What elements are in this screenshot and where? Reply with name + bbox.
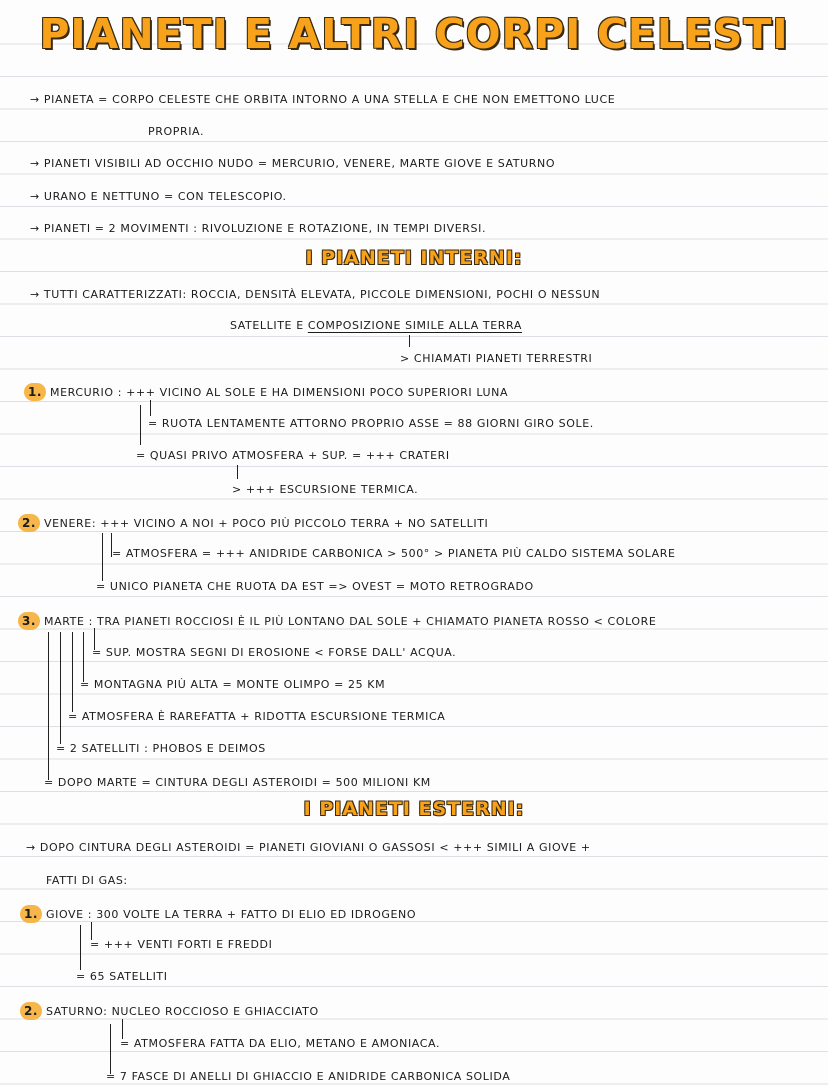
intro-line-1: → PIANETA = CORPO CELESTE CHE ORBITA INTORNO A UNA STELLA E CHE NON EMETTONO LUCE bbox=[30, 93, 616, 106]
marte-sub-5: = DOPO MARTE = CINTURA DEGLI ASTEROIDI = 500 MILIONI KM bbox=[44, 776, 431, 789]
marte-text: MARTE : TRA PIANETI ROCCIOSI È IL PIÙ LONTANO DAL SOLE + CHIAMATO PIANETA ROSSO < COLORE bbox=[44, 615, 657, 628]
interni-line-1: → TUTTI CARATTERIZZATI: ROCCIA, DENSITÀ ELEVATA, PICCOLE DIMENSIONI, POCHI O NESSUN bbox=[30, 288, 601, 301]
number-badge: 1. bbox=[24, 383, 46, 401]
saturno-text: SATURNO: NUCLEO ROCCIOSO E GHIACCIATO bbox=[46, 1005, 319, 1018]
interni-line-2 bbox=[230, 319, 522, 333]
saturno-main bbox=[20, 1002, 319, 1020]
mercurio-sub-3: > +++ ESCURSIONE TERMICA. bbox=[232, 483, 419, 496]
intro-line-3: → PIANETI VISIBILI AD OCCHIO NUDO = MERCURIO, VENERE, MARTE GIOVE E SATURNO bbox=[30, 157, 556, 170]
giove-sub-1: = +++ VENTI FORTI E FREDDI bbox=[90, 938, 273, 951]
marte-sub-3: = ATMOSFERA È RAREFATTA + RIDOTTA ESCURSIONE TERMICA bbox=[68, 710, 446, 723]
venere-sub-1: = ATMOSFERA = +++ ANIDRIDE CARBONICA > 500° > PIANETA PIÙ CALDO SISTEMA SOLARE bbox=[112, 547, 676, 560]
venere-text: VENERE: +++ VICINO A NOI + POCO PIÙ PICCOLO TERRA + NO SATELLITI bbox=[44, 517, 489, 530]
mercurio-sub-2: = QUASI PRIVO ATMOSFERA + SUP. = +++ CRATERI bbox=[136, 449, 450, 462]
marte-main bbox=[18, 612, 656, 630]
intro-line-2: PROPRIA. bbox=[148, 125, 205, 138]
intro-line-4: → URANO E NETTUNO = CON TELESCOPIO. bbox=[30, 190, 287, 203]
giove-sub-2: = 65 SATELLITI bbox=[76, 970, 168, 983]
connector-bar bbox=[409, 335, 410, 347]
interni-line-3: > CHIAMATI PIANETI TERRESTRI bbox=[400, 352, 593, 365]
bracket-bar bbox=[80, 925, 81, 970]
venere-sub-2: = UNICO PIANETA CHE RUOTA DA EST => OVEST = MOTO RETROGRADO bbox=[96, 580, 534, 593]
number-badge: 2. bbox=[20, 1002, 42, 1020]
giove-text: GIOVE : 300 VOLTE LA TERRA + FATTO DI ELIO ED IDROGENO bbox=[46, 908, 417, 921]
bracket-bar bbox=[110, 1024, 111, 1074]
bracket-bar bbox=[83, 632, 84, 682]
bracket-bar bbox=[72, 632, 73, 712]
section-heading-esterni: I PIANETI ESTERNI: bbox=[303, 798, 525, 820]
intro-line-5: → PIANETI = 2 MOVIMENTI : RIVOLUZIONE E ROTAZIONE, IN TEMPI DIVERSI. bbox=[30, 222, 487, 235]
bracket-bar bbox=[48, 632, 49, 780]
marte-sub-2: = MONTAGNA PIÙ ALTA = MONTE OLIMPO = 25 KM bbox=[80, 678, 386, 691]
interni-line-2-a: SATELLITE E bbox=[230, 319, 304, 332]
connector-bar bbox=[237, 465, 238, 479]
marte-sub-4: = 2 SATELLITI : PHOBOS E DEIMOS bbox=[56, 742, 266, 755]
saturno-sub-2: = 7 FASCE DI ANELLI DI GHIACCIO E ANIDRIDE CARBONICA SOLIDA bbox=[106, 1070, 511, 1083]
saturno-sub-1: = ATMOSFERA FATTA DA ELIO, METANO E AMONIACA. bbox=[120, 1037, 441, 1050]
bracket-bar bbox=[102, 533, 103, 581]
number-badge: 3. bbox=[18, 612, 40, 630]
bracket-bar bbox=[60, 632, 61, 744]
giove-main bbox=[20, 905, 416, 923]
esterni-line-2: FATTI DI GAS: bbox=[46, 874, 128, 887]
interni-line-2-b: COMPOSIZIONE SIMILE ALLA TERRA bbox=[307, 319, 522, 332]
marte-sub-1: = SUP. MOSTRA SEGNI DI EROSIONE < FORSE DALL' ACQUA. bbox=[92, 646, 457, 659]
mercurio-sub-1: = RUOTA LENTAMENTE ATTORNO PROPRIO ASSE = 88 GIORNI GIRO SOLE. bbox=[148, 417, 594, 430]
venere-main bbox=[18, 514, 488, 532]
bracket-bar bbox=[140, 405, 141, 445]
bracket-bar bbox=[122, 1019, 123, 1039]
section-heading-interni: I PIANETI INTERNI: bbox=[305, 247, 523, 269]
esterni-line-1: → DOPO CINTURA DEGLI ASTEROIDI = PIANETI GIOVIANI O GASSOSI < +++ SIMILI A GIOVE + bbox=[26, 841, 591, 854]
page-title: PIANETI E ALTRI CORPI CELESTI bbox=[39, 10, 789, 58]
number-badge: 2. bbox=[18, 514, 40, 532]
mercurio-main bbox=[24, 383, 508, 401]
mercurio-text: MERCURIO : +++ VICINO AL SOLE E HA DIMENSIONI POCO SUPERIORI LUNA bbox=[50, 386, 509, 399]
number-badge: 1. bbox=[20, 905, 42, 923]
bracket-bar bbox=[150, 400, 151, 416]
